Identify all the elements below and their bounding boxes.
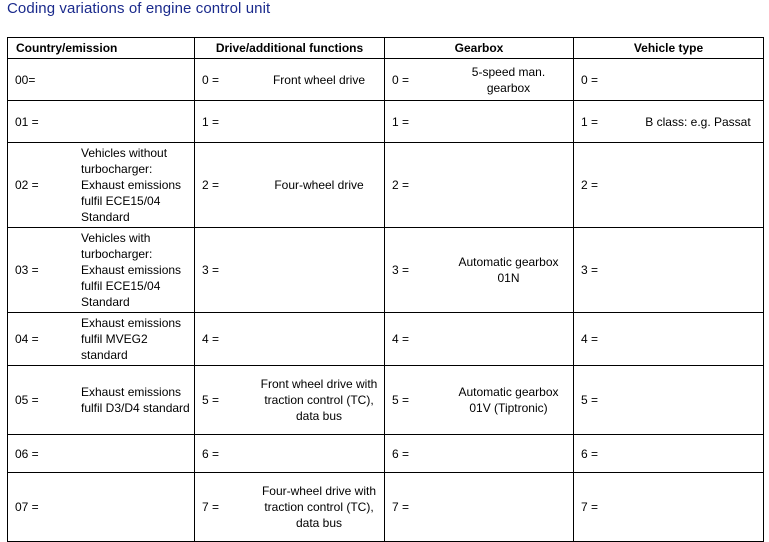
page-title: Coding variations of engine control unit — [7, 0, 271, 17]
cell-gearbox — [385, 313, 574, 366]
drive-function-code: 1 = — [202, 114, 220, 129]
cell-country-emission — [8, 59, 195, 101]
cell-gearbox — [385, 228, 574, 313]
country-emission-code: 02 = — [15, 178, 39, 192]
drive-function-code: 7 = — [202, 500, 220, 514]
gearbox-code: 5 = — [392, 393, 410, 407]
drive-function-code: 4 = — [202, 332, 220, 346]
table-row — [8, 473, 764, 542]
cell-drive-function — [195, 435, 385, 473]
coding-table — [7, 37, 764, 542]
vehicle-type-code: 0 = — [581, 72, 599, 87]
cell-country-emission — [8, 473, 195, 542]
gearbox-code: 3 = — [392, 263, 410, 277]
gearbox-description: 5-speed man. gearbox — [471, 64, 546, 95]
cell-vehicle-type — [574, 313, 764, 366]
country-emission-code: 06 = — [15, 446, 39, 461]
cell-gearbox — [385, 366, 574, 435]
country-emission-code: 00= — [15, 72, 36, 87]
cell-vehicle-type — [574, 59, 764, 101]
drive-function-description: Front wheel drive with traction control (TC), data bus — [260, 377, 378, 423]
drive-function-code: 0 = — [202, 72, 220, 87]
drive-function-description: Four-wheel drive — [274, 178, 364, 192]
vehicle-type-code: 5 = — [581, 393, 599, 407]
cell-vehicle-type — [574, 143, 764, 228]
cell-country-emission — [8, 101, 195, 143]
country-emission-code: 03 = — [15, 263, 39, 277]
cell-gearbox — [385, 143, 574, 228]
vehicle-type-code: 6 = — [581, 446, 599, 461]
cell-country-emission — [8, 313, 195, 366]
cell-drive-function — [195, 101, 385, 143]
drive-function-code: 6 = — [202, 446, 220, 461]
gearbox-code: 1 = — [392, 114, 410, 129]
country-emission-description: Exhaust emissions fulfil MVEG2 standard — [81, 316, 182, 362]
table-row — [8, 59, 764, 101]
country-emission-description: Vehicles with turbocharger: Exhaust emissions fulfil ECE15/04 Standard — [81, 231, 182, 309]
cell-drive-function — [195, 366, 385, 435]
cell-gearbox — [385, 59, 574, 101]
gearbox-code: 0 = — [392, 72, 410, 87]
cell-vehicle-type — [574, 228, 764, 313]
drive-function-description: Front wheel drive — [272, 72, 366, 87]
drive-function-code: 3 = — [202, 263, 220, 277]
cell-country-emission — [8, 228, 195, 313]
country-emission-code: 05 = — [15, 393, 39, 407]
cell-vehicle-type — [574, 366, 764, 435]
vehicle-type-code: 2 = — [581, 178, 599, 192]
country-emission-description: Vehicles without turbocharger: Exhaust emissions fulfil ECE15/04 Standard — [81, 146, 182, 224]
gearbox-code: 7 = — [392, 500, 410, 514]
vehicle-type-code: 1 = — [581, 114, 599, 129]
table-row — [8, 101, 764, 143]
cell-country-emission — [8, 366, 195, 435]
vehicle-type-code: 3 = — [581, 263, 599, 277]
table-row — [8, 366, 764, 435]
cell-drive-function — [195, 228, 385, 313]
header-drive-functions: Drive/additional functions — [195, 38, 385, 59]
vehicle-type-code: 4 = — [581, 332, 599, 346]
country-emission-description: Exhaust emissions fulfil D3/D4 standard — [81, 385, 190, 415]
gearbox-code: 2 = — [392, 178, 410, 192]
drive-function-description: Four-wheel drive with traction control (TC), data bus — [261, 484, 377, 530]
country-emission-code: 01 = — [15, 114, 39, 129]
table-row — [8, 313, 764, 366]
header-country-emission: Country/emission — [8, 38, 195, 59]
header-row — [8, 38, 764, 59]
cell-drive-function — [195, 473, 385, 542]
vehicle-type-description: B class: e.g. Passat — [645, 114, 751, 129]
cell-vehicle-type — [574, 473, 764, 542]
cell-gearbox — [385, 473, 574, 542]
country-emission-code: 04 = — [15, 332, 39, 346]
cell-country-emission — [8, 143, 195, 228]
gearbox-description: Automatic gearbox 01V (Tiptronic) — [458, 385, 559, 415]
cell-vehicle-type — [574, 435, 764, 473]
cell-gearbox — [385, 435, 574, 473]
table-row — [8, 143, 764, 228]
cell-drive-function — [195, 313, 385, 366]
header-vehicle-type: Vehicle type — [574, 38, 764, 59]
header-gearbox: Gearbox — [385, 38, 574, 59]
cell-vehicle-type — [574, 101, 764, 143]
cell-country-emission — [8, 435, 195, 473]
vehicle-type-code: 7 = — [581, 500, 599, 514]
country-emission-code: 07 = — [15, 500, 39, 514]
table-row — [8, 228, 764, 313]
cell-gearbox — [385, 101, 574, 143]
drive-function-code: 2 = — [202, 178, 220, 192]
cell-drive-function — [195, 59, 385, 101]
gearbox-description: Automatic gearbox 01N — [458, 255, 559, 285]
gearbox-code: 6 = — [392, 446, 410, 461]
cell-drive-function — [195, 143, 385, 228]
drive-function-code: 5 = — [202, 393, 220, 407]
table-row — [8, 435, 764, 473]
gearbox-code: 4 = — [392, 332, 410, 346]
